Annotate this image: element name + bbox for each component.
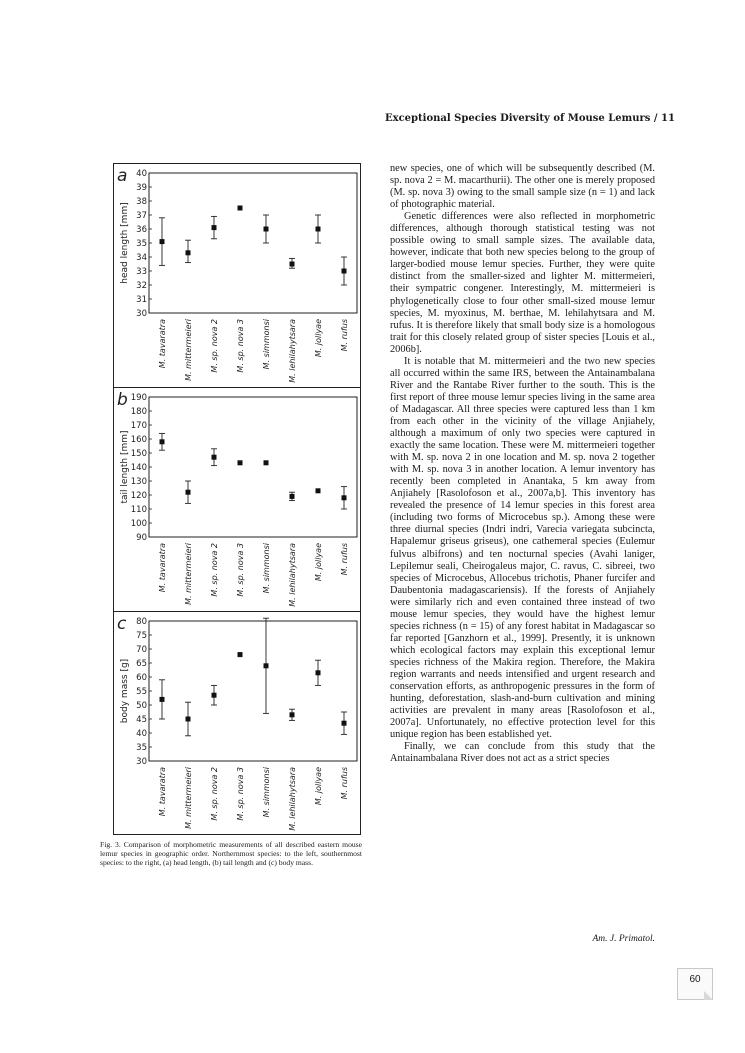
category-label: M. rufus: [340, 319, 349, 352]
y-tick-label: 130: [130, 477, 147, 487]
data-point: [264, 227, 269, 232]
y-tick-label: 180: [130, 407, 147, 417]
y-tick-label: 34: [136, 253, 147, 263]
paragraph-2: Genetic differences were also reflected in morphometric differences, although thorough statistical testing was not possible owing to small sample sizes. The available data, however, indicate that both new species belong to the group of larger-bodied mouse lemur species. Further, they were quite distinct from the smaller-sized and lighter M. mittermeieri, their sympatric congener. Interestingly, M. mittermeieri is phylogenetically close to four other small-sized mouse lemur species, M. myoxinus, M. berthae, M. lehilahytsara and M. rufus. It is therefore likely that small body size is a homologous trait for this closely related group of sister species [Louis et al., 2006b].: [390, 211, 655, 355]
running-title: Exceptional Species Diversity of Mouse Lemurs / 11: [385, 113, 675, 124]
category-label: M. jollyae: [314, 543, 323, 582]
data-point: [212, 455, 217, 460]
data-point: [238, 460, 243, 465]
data-point: [186, 717, 191, 722]
panel-letter: a: [117, 166, 128, 186]
y-tick-label: 100: [130, 519, 147, 529]
category-label: M. mittermeieri: [184, 319, 193, 381]
morphometric-figure: [113, 163, 361, 835]
data-point: [316, 488, 321, 493]
plot-area: [149, 397, 357, 537]
category-label: M. sp. nova 2: [210, 319, 219, 373]
category-label: M. sp. nova 3: [236, 319, 245, 373]
y-axis-label: tail length [mm]: [120, 430, 130, 504]
figure-frame: [114, 164, 361, 835]
data-point: [238, 652, 243, 657]
category-label: M. simmonsi: [262, 543, 271, 594]
y-tick-label: 110: [130, 505, 147, 515]
y-tick-label: 39: [136, 183, 147, 193]
data-point: [212, 225, 217, 230]
panel-letter: b: [117, 390, 128, 410]
y-tick-label: 70: [136, 645, 147, 655]
category-label: M. tavaratra: [158, 767, 167, 817]
y-tick-label: 60: [136, 673, 147, 683]
y-tick-label: 31: [136, 295, 147, 305]
y-tick-label: 45: [136, 715, 147, 725]
data-point: [186, 250, 191, 255]
data-point: [264, 663, 269, 668]
data-point: [316, 227, 321, 232]
y-tick-label: 30: [136, 757, 147, 767]
page-number: 60: [689, 974, 701, 985]
data-point: [290, 262, 295, 267]
y-tick-label: 75: [136, 631, 147, 641]
y-tick-label: 36: [136, 225, 147, 235]
y-tick-label: 170: [130, 421, 147, 431]
data-point: [316, 670, 321, 675]
y-tick-label: 120: [130, 491, 147, 501]
y-tick-label: 160: [130, 435, 147, 445]
category-label: M. sp. nova 3: [236, 767, 245, 821]
panel-c: [113, 612, 361, 831]
category-label: M. jollyae: [314, 767, 323, 806]
y-tick-label: 55: [136, 687, 147, 697]
plot-area: [149, 173, 357, 313]
category-label: M. tavaratra: [158, 319, 167, 369]
panel-letter: c: [117, 614, 127, 634]
y-axis-label: body mass [g]: [120, 658, 130, 724]
category-label: M. lehilahytsara: [288, 767, 297, 831]
y-tick-label: 40: [136, 169, 147, 179]
y-tick-label: 35: [136, 743, 147, 753]
paragraph-4: Finally, we can conclude from this study that the Antainambalana River does not act as a strict species: [390, 741, 655, 765]
data-point: [160, 697, 165, 702]
data-point: [160, 439, 165, 444]
y-tick-label: 37: [136, 211, 147, 221]
paragraph-3: It is notable that M. mittermeieri and the two new species all occurred within the same IRS, between the Antainambalana River and the Rantabe River further to the south. This is the first report of three mouse lemur species living in the same area of Madagascar. All three species were captured less than 1 km from each other in the vicinity of the village Anjiahely, although a maximum of only two species were captured in exactly the same location. These were M. mittermeieri together with M. sp. nova 2 in one location and M. sp. nova 2 together with M. sp. nova 3 in another location. A lemur inventory has recently been completed in Anantaka, 5 km away from Anjiahely [Rasolofoson et al., 2007a,b]. This inventory has revealed the presence of 14 lemur species in this forest area (including two forms of Microcebus sp.). Among these were three diurnal species (Indri indri, Varecia variegata subcincta, Hapalemur griseus griseus), one cathemeral species (Eulemur fulvus albifrons) and ten nocturnal species (Avahi laniger, Lepilemur seali, Cheirogaleus major, C. ravus, C. sibreei, two species of Microcebus, Allocebus trichotis, Phaner furcifer and Daubentonia madagascariensis). If the forests of Anjiahely were similarly rich and even contained three instead of two mouse lemur species, they would have the highest lemur species richness (n = 15) of any forest habitat in Madagascar so far reported [Ganzhorn et al., 1999]. Presently, it is unknown which ecological factors may explain this exceptional lemur species richness of the Makira region. Therefore, the Makira region warrants and needs intensified and urgent research and conservation efforts, as anthropogenic pressures in the form of hunting, deforestation, slash-and-burn cultivation and mining activities are prevalent in many areas [Rasolofoson et al., 2007a]. Unfortunately, no effective protection level for this unique region has been established yet.: [390, 355, 655, 741]
category-label: M. rufus: [340, 543, 349, 576]
category-label: M. mittermeieri: [184, 543, 193, 605]
y-axis-label: head length [mm]: [120, 202, 130, 284]
y-tick-label: 33: [136, 267, 147, 277]
category-label: M. jollyae: [314, 319, 323, 358]
caption-text: Comparison of morphometric measurements of all described eastern mouse lemur species in geographic order. Northernmost species: to the left, southernmost species: to the right, (a) head length, (b) tail length and (c) body mass.: [100, 840, 363, 868]
data-point: [212, 693, 217, 698]
data-point: [264, 460, 269, 465]
data-point: [160, 239, 165, 244]
y-tick-label: 40: [136, 729, 147, 739]
page-curl-icon: [704, 991, 713, 1000]
y-tick-label: 50: [136, 701, 147, 711]
data-point: [342, 721, 347, 726]
y-tick-label: 90: [136, 533, 147, 543]
category-label: M. sp. nova 2: [210, 767, 219, 821]
data-point: [342, 269, 347, 274]
y-tick-label: 38: [136, 197, 147, 207]
plot-area: [149, 621, 357, 761]
journal-name: Am. J. Primatol.: [592, 934, 655, 944]
category-label: M. lehilahytsara: [288, 319, 297, 383]
figure-caption: [100, 840, 362, 868]
y-tick-label: 80: [136, 617, 147, 627]
data-point: [290, 494, 295, 499]
page-number-badge: [677, 968, 713, 1000]
data-point: [238, 206, 243, 211]
paragraph-1: new species, one of which will be subsequently described (M. sp. nova 2 = M. macarthurii). The other one is merely proposed (M. sp. nova 3) owing to the small sample size (n = 1) and lack of photographic material.: [390, 163, 655, 211]
y-tick-label: 140: [130, 463, 147, 473]
panel-b: [113, 388, 361, 607]
y-tick-label: 30: [136, 309, 147, 319]
data-point: [342, 495, 347, 500]
caption-label: Fig. 3.: [100, 840, 121, 849]
category-label: M. simmonsi: [262, 319, 271, 370]
category-label: M. tavaratra: [158, 543, 167, 593]
y-tick-label: 35: [136, 239, 147, 249]
category-label: M. mittermeieri: [184, 767, 193, 829]
data-point: [290, 712, 295, 717]
category-label: M. sp. nova 3: [236, 543, 245, 597]
body-text-column: [390, 163, 655, 765]
category-label: M. lehilahytsara: [288, 543, 297, 607]
category-label: M. simmonsi: [262, 767, 271, 818]
y-tick-label: 32: [136, 281, 147, 291]
category-label: M. sp. nova 2: [210, 543, 219, 597]
y-tick-label: 150: [130, 449, 147, 459]
figure-svg: [113, 163, 361, 835]
y-tick-label: 65: [136, 659, 147, 669]
data-point: [186, 490, 191, 495]
panel-a: [117, 166, 357, 383]
y-tick-label: 190: [130, 393, 147, 403]
category-label: M. rufus: [340, 767, 349, 800]
